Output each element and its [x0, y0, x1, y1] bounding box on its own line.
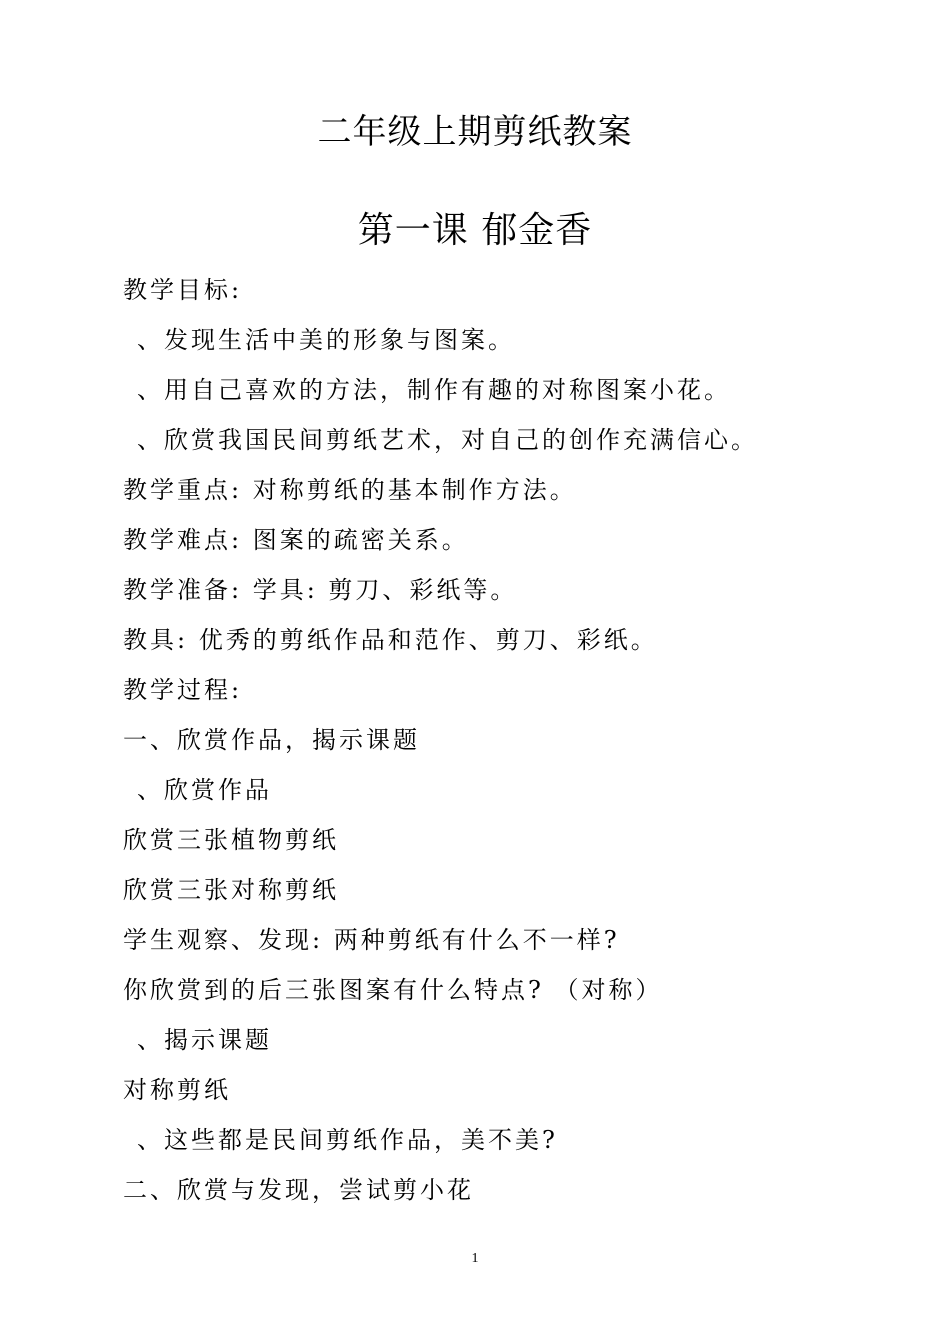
lesson-plan-body — [123, 272, 843, 1222]
text-line: 对称剪纸 — [123, 1076, 231, 1104]
lesson-title: 第一课 郁金香 — [357, 210, 593, 251]
text-line: 学生观察、发现: 两种剪纸有什么不一样? — [123, 926, 620, 954]
text-line: 、欣赏作品 — [137, 776, 272, 804]
text-line: 欣赏三张植物剪纸 — [123, 826, 339, 854]
text-line: 、揭示课题 — [137, 1026, 272, 1054]
text-line: 、这些都是民间剪纸作品，美不美? — [137, 1126, 558, 1154]
document-title: 二年级上期剪纸教案 — [317, 112, 633, 152]
text-line: 二、欣赏与发现，尝试剪小花 — [123, 1176, 474, 1204]
text-line: 、用自己喜欢的方法，制作有趣的对称图案小花。 — [137, 376, 731, 404]
text-line: 一、欣赏作品，揭示课题 — [123, 726, 420, 754]
text-line: 教学难点: 图案的疏密关系。 — [123, 526, 469, 554]
text-line: 你欣赏到的后三张图案有什么特点? （对称） — [123, 976, 663, 1004]
text-line: 教学准备: 学具: 剪刀、彩纸等。 — [123, 576, 518, 604]
text-line: 、发现生活中美的形象与图案。 — [137, 326, 515, 354]
text-line: 教学重点: 对称剪纸的基本制作方法。 — [123, 476, 577, 504]
text-line: 欣赏三张对称剪纸 — [123, 876, 339, 904]
text-line: 教学目标: — [123, 276, 243, 304]
text-line: 、欣赏我国民间剪纸艺术，对自己的创作充满信心。 — [137, 426, 758, 454]
text-line: 教学过程: — [123, 676, 243, 704]
page-number: 1 — [471, 1251, 479, 1266]
text-line: 教具: 优秀的剪纸作品和范作、剪刀、彩纸。 — [123, 626, 658, 654]
